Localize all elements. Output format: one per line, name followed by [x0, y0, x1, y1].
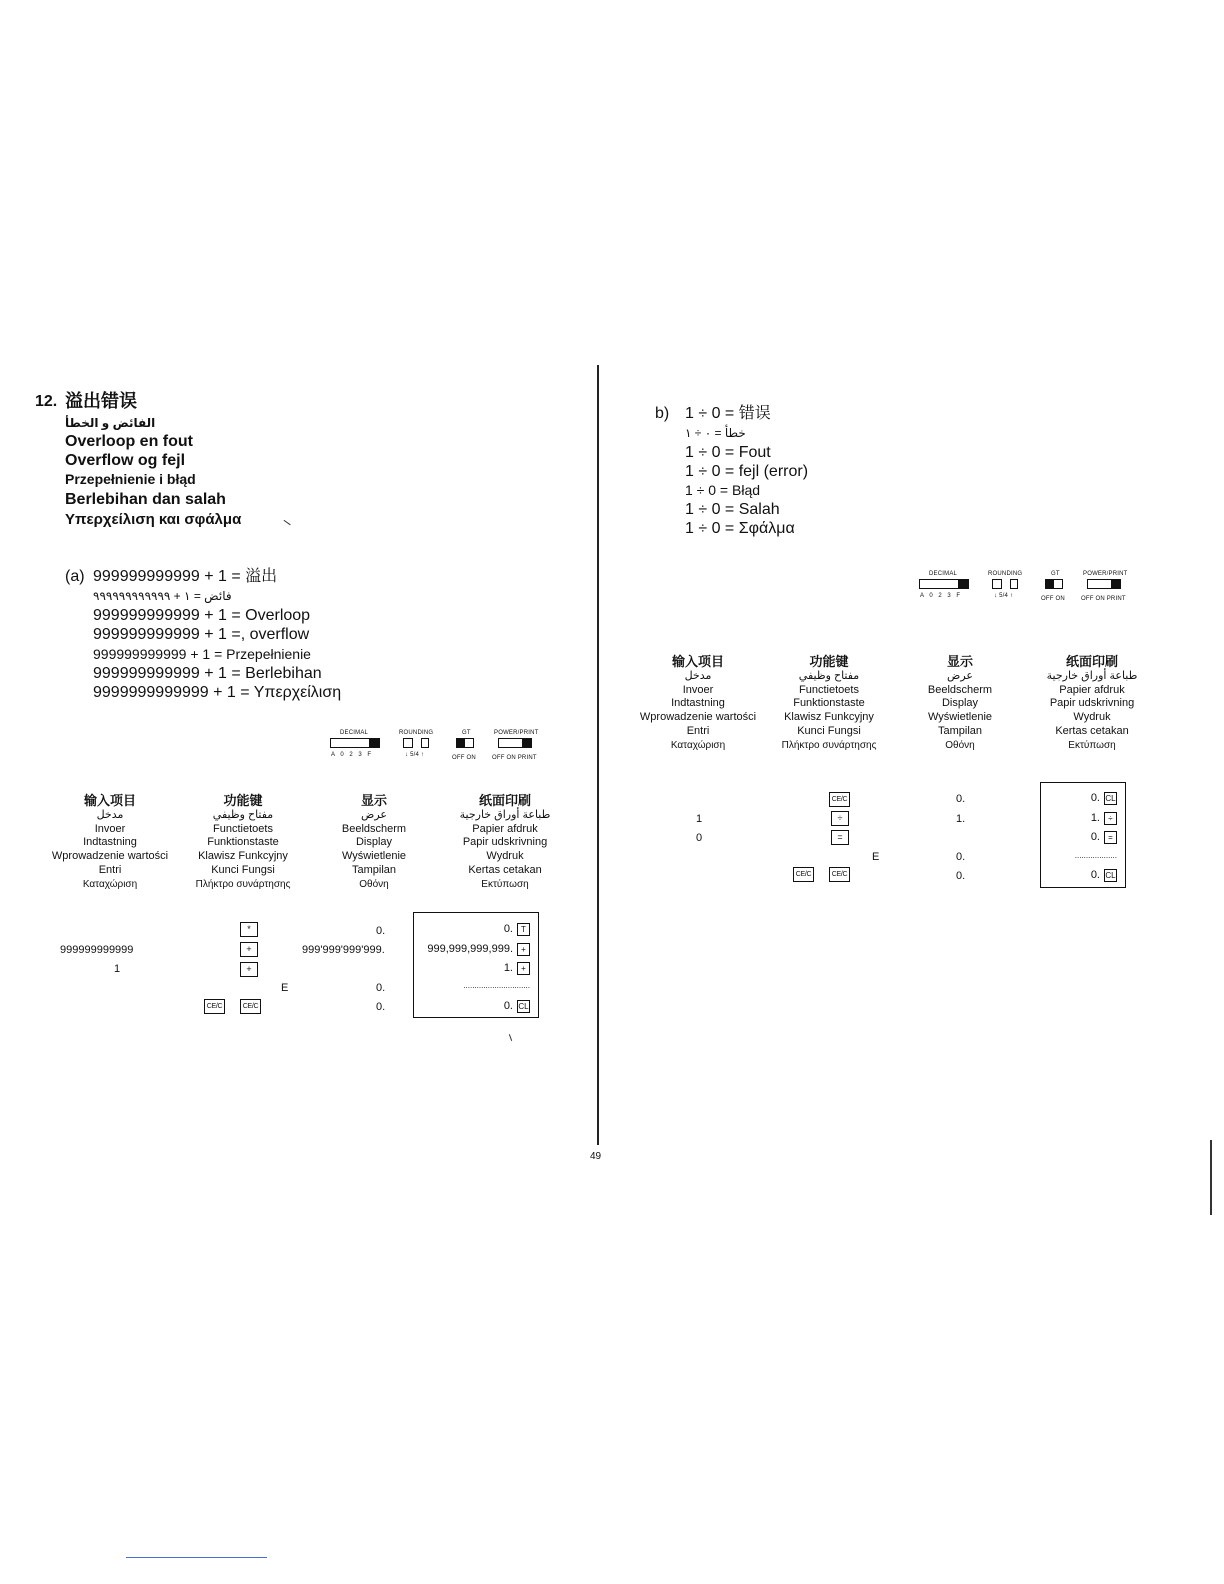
column-header-display: 显示 عرض Beeldscherm Display Wyświetlenie Tampilan Οθόνη	[927, 654, 993, 751]
gt-switch-label: GT	[1051, 571, 1060, 577]
tape-symbol: T	[517, 923, 530, 936]
gt-switch-label: GT	[462, 730, 471, 736]
tape-row: 1. ÷	[1091, 811, 1117, 825]
scan-edge-mark	[1210, 1140, 1212, 1215]
section-title-da: Overflow og fejl	[65, 452, 186, 469]
display-value: 0.	[376, 925, 386, 937]
rounding-ticks: ↓ 5/4 ↑	[405, 752, 425, 758]
example-b-line: 1 ÷ 0 = Błąd	[685, 482, 761, 498]
example-b-line: خطأ = ٠ ÷ ١	[685, 426, 746, 440]
clear-key: CE/C	[829, 867, 850, 882]
gt-ticks: OFF ON	[452, 755, 476, 761]
entry-value: 1	[696, 813, 703, 825]
clear-key: CE/C	[829, 792, 850, 807]
display-value: 0.	[956, 851, 966, 863]
column-header-print: 纸面印刷 طباعة أوراق خارجية Papier afdruk Papir udskrivning Wydruk Kertas cetakan Εκτύπωση	[459, 793, 551, 890]
tape-row: 0. CL	[1090, 869, 1116, 881]
tape-tear-line: ...................	[1074, 851, 1117, 860]
tape-row: 1. +	[504, 961, 530, 975]
section-title-id: Berlebihan dan salah	[65, 491, 226, 508]
display-value: 0.	[376, 1001, 386, 1013]
example-b-line: 1 ÷ 0 = 错误	[685, 405, 771, 422]
tape-row: 0. CL	[1090, 792, 1116, 804]
tape-symbol: +	[517, 962, 530, 975]
column-header-function-key: 功能键 مفتاح وظيفي Functietoets Funktionstaste Klawisz Funkcyjny Kunci Fungsi Πλήκτρο συνάρτησης	[195, 793, 291, 890]
gt-ticks: OFF ON	[1041, 596, 1065, 602]
equals-key: =	[831, 830, 849, 845]
divide-key: ÷	[831, 811, 849, 826]
print-tape	[413, 912, 539, 1018]
clear-key: CE/C	[240, 999, 261, 1014]
section-title-el: Υπερχείλιση και σφάλμα	[65, 511, 242, 528]
example-a-line: 999999999999 + 1 = Berlebihan	[93, 665, 322, 682]
example-b-line: 1 ÷ 0 = fejl (error)	[685, 463, 809, 480]
switch-panel	[917, 571, 1142, 606]
display-value: 0.	[956, 870, 966, 882]
clear-key: CE/C	[204, 999, 225, 1014]
section-title-nl: Overloop en fout	[65, 433, 193, 450]
entry-value: 1	[114, 963, 121, 975]
example-a-line: 999999999999 + 1 = Przepełnienie	[93, 646, 311, 662]
decimal-switch-label: DECIMAL	[929, 571, 958, 577]
plus-key: +	[240, 962, 258, 977]
scan-bottom-line	[126, 1557, 267, 1558]
example-a-line: 9999999999999 + 1 = Υπερχείλιση	[93, 684, 342, 701]
column-header-function-key: 功能键 مفتاح وظيفي Functietoets Funktionstaste Klawisz Funkcyjny Kunci Fungsi Πλήκτρο συνάρτησης	[781, 654, 877, 751]
tape-row: 0. T	[504, 922, 530, 936]
section-title-pl: Przepełnienie i błąd	[65, 471, 196, 487]
display-value: 0.	[376, 982, 386, 994]
power-ticks: OFF ON PRINT	[492, 755, 537, 761]
section-title-cn: 溢出错误	[65, 391, 137, 411]
example-a-line: 999999999999 + 1 = Overloop	[93, 607, 311, 624]
tape-tear-line: ..............................	[463, 981, 530, 990]
rounding-switch-label: ROUNDING	[988, 571, 1023, 577]
entry-value: 0	[696, 832, 703, 844]
example-b-line: 1 ÷ 0 = Fout	[685, 444, 771, 461]
tape-symbol: +	[517, 943, 530, 956]
tape-symbol: =	[1104, 831, 1117, 844]
column-header-print: 纸面印刷 طباعة أوراق خارجية Papier afdruk Papir udskrivning Wydruk Kertas cetakan Εκτύπωση	[1046, 654, 1138, 751]
power-ticks: OFF ON PRINT	[1081, 596, 1126, 602]
tape-symbol: ÷	[1104, 812, 1117, 825]
tape-symbol: CL	[1105, 793, 1116, 803]
tape-symbol: CL	[1105, 870, 1116, 880]
decimal-switch-label: DECIMAL	[340, 730, 369, 736]
decimal-ticks: A 0 2 3 F	[920, 593, 963, 599]
page-number: 49	[590, 1151, 602, 1162]
display-value: 1.	[956, 813, 966, 825]
rounding-ticks: ↓ 5/4 ↑	[994, 593, 1014, 599]
tape-row: 0. =	[1091, 830, 1117, 844]
power-switch-label: POWER/PRINT	[494, 730, 539, 736]
print-tape	[1040, 782, 1126, 888]
example-a-label: (a)	[65, 568, 85, 585]
multiply-key: *	[240, 922, 258, 937]
tape-row: 0. CL	[503, 1000, 529, 1012]
example-b-line: 1 ÷ 0 = Salah	[685, 501, 780, 518]
switch-panel	[328, 730, 553, 765]
rounding-switch-label: ROUNDING	[399, 730, 434, 736]
example-a-line: فائض = ١ + ٩٩٩٩٩٩٩٩٩٩٩٩	[93, 589, 232, 603]
page-divider	[597, 365, 599, 1145]
column-header-entry: 输入项目 مدخل Invoer Indtastning Wprowadzenie wartości Entri Καταχώριση	[639, 654, 757, 751]
tape-symbol: CL	[518, 1001, 529, 1011]
entry-value: 999999999999	[60, 944, 134, 956]
column-header-display: 显示 عرض Beeldscherm Display Wyświetlenie Tampilan Οθόνη	[341, 793, 407, 890]
scan-speck	[509, 1034, 513, 1041]
example-b-label: b)	[655, 405, 670, 422]
column-header-entry: 输入项目 مدخل Invoer Indtastning Wprowadzenie wartości Entri Καταχώριση	[51, 793, 169, 890]
error-indicator: E	[281, 982, 289, 994]
example-a-line: 999999999999 + 1 =, overflow	[93, 626, 310, 643]
power-switch-label: POWER/PRINT	[1083, 571, 1128, 577]
scan-speck	[283, 520, 290, 526]
plus-key: +	[240, 942, 258, 957]
clear-key: CE/C	[793, 867, 814, 882]
display-value: 999'999'999'999.	[302, 944, 385, 956]
error-indicator: E	[872, 851, 880, 863]
section-number: 12.	[35, 393, 58, 410]
section-title-ar: الفائض و الخطأ	[65, 416, 156, 430]
example-a-line: 999999999999 + 1 = 溢出	[93, 568, 278, 585]
tape-row: 999,999,999,999. +	[427, 942, 530, 956]
example-b-line: 1 ÷ 0 = Σφάλμα	[685, 520, 795, 537]
display-value: 0.	[956, 793, 966, 805]
decimal-ticks: A 0 2 3 F	[331, 752, 374, 758]
